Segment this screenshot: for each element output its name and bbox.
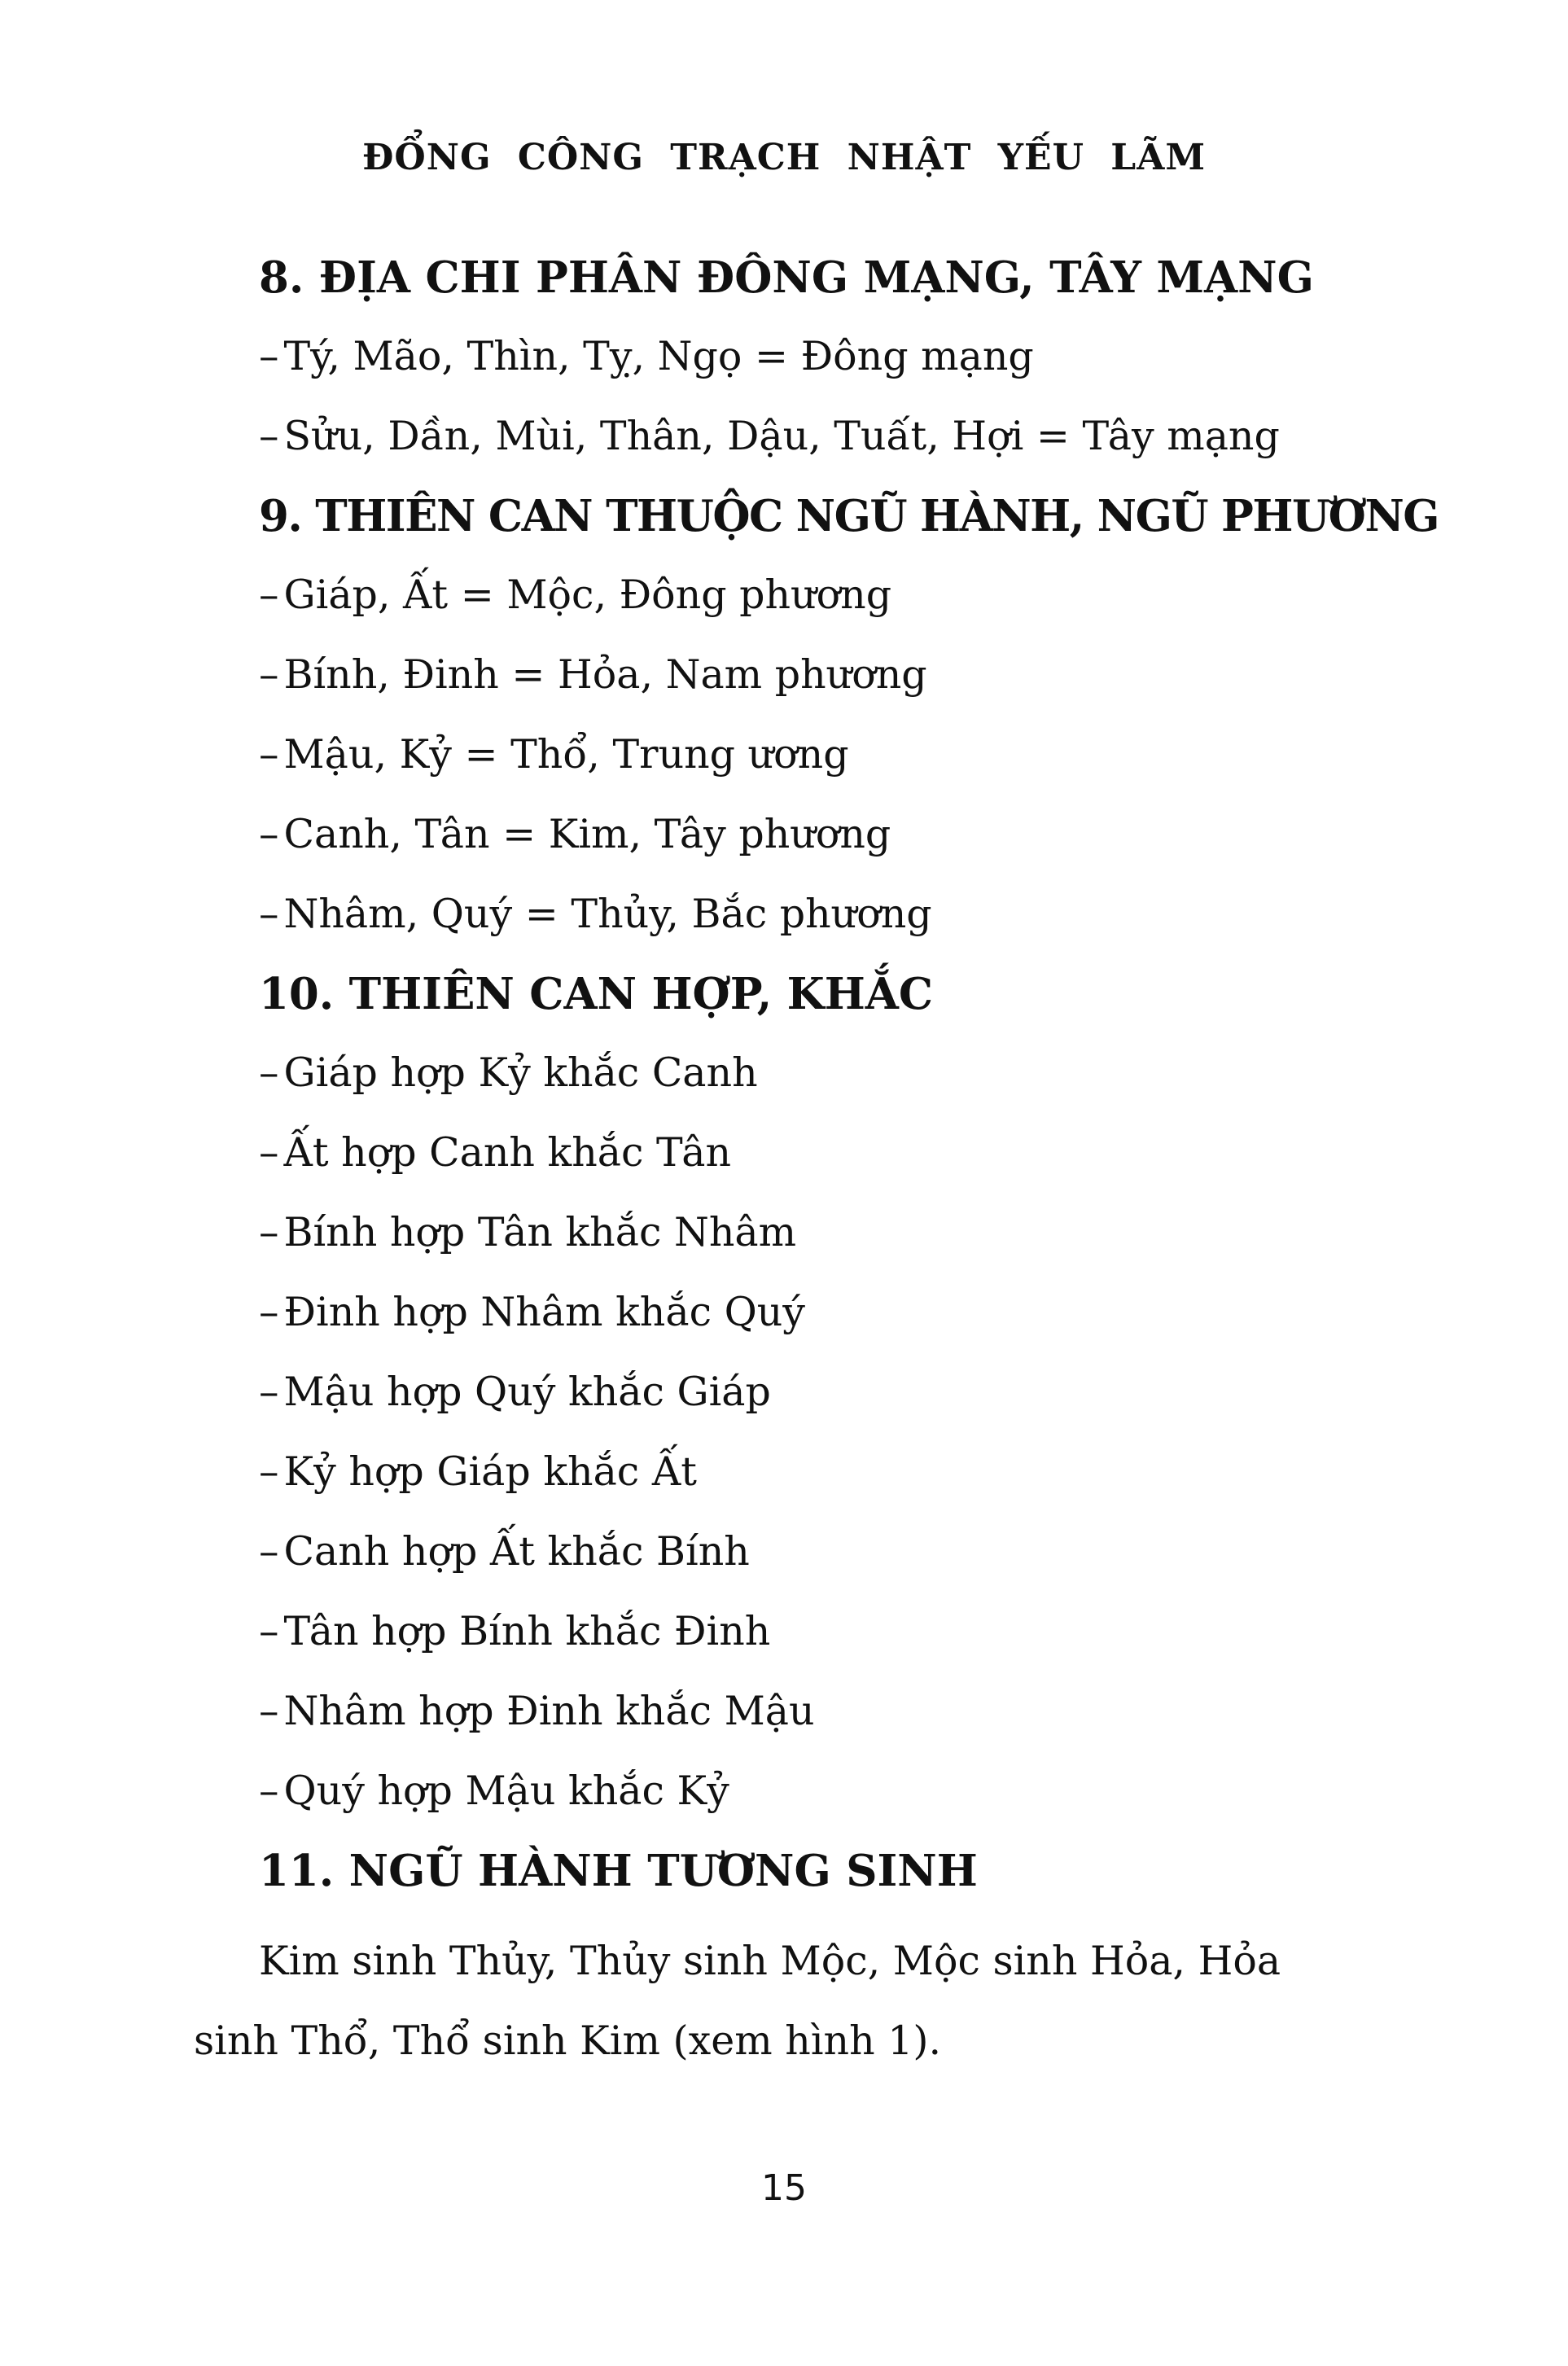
list-item: [259, 726, 1350, 783]
list-dash: –: [259, 1608, 279, 1654]
list-item-text: Đinh hợp Nhâm khắc Quý: [283, 1289, 805, 1335]
section-heading: 11. NGŨ HÀNH TƯƠNG SINH: [259, 1846, 978, 1896]
section-8: [259, 249, 1350, 465]
list-dash: –: [259, 413, 279, 459]
item-list: [259, 567, 1350, 943]
list-dash: –: [259, 731, 279, 778]
list-item-text: Bính, Đinh = Hỏa, Nam phương: [283, 651, 927, 698]
list-item: [259, 1683, 1350, 1740]
list-item: [259, 886, 1350, 943]
list-dash: –: [259, 1528, 279, 1575]
list-item: [259, 1045, 1350, 1102]
list-item-text: Quý hợp Mậu khắc Kỷ: [283, 1768, 729, 1814]
list-item-text: Kỷ hợp Giáp khắc Ất: [283, 1448, 697, 1495]
list-item-text: Giáp, Ất = Mộc, Đông phương: [283, 572, 892, 618]
list-item: [259, 567, 1350, 624]
list-dash: –: [259, 1209, 279, 1255]
list-item: [259, 646, 1350, 703]
list-dash: –: [259, 1129, 279, 1176]
page-content: [194, 249, 1439, 2099]
list-item: [259, 408, 1350, 465]
section-heading: 10. THIÊN CAN HỢP, KHẮC: [259, 969, 934, 1019]
list-dash: –: [259, 333, 279, 379]
body-paragraph: Kim sinh Thủy, Thủy sinh Mộc, Mộc sinh Hỏa, Hỏa sinh Thổ, Thổ sinh Kim (xem hình 1).: [194, 1938, 1281, 2064]
list-item-text: Ất hợp Canh khắc Tân: [283, 1129, 732, 1176]
list-item-text: Giáp hợp Kỷ khắc Canh: [283, 1049, 758, 1096]
list-item-text: Mậu hợp Quý khắc Giáp: [283, 1369, 771, 1415]
list-dash: –: [259, 651, 279, 698]
section-heading: 9. THIÊN CAN THUỘC NGŨ HÀNH, NGŨ PHƯƠNG: [259, 491, 1439, 541]
list-item: [259, 1204, 1350, 1261]
list-item: [259, 806, 1350, 863]
list-item: [259, 1364, 1350, 1421]
section-10: [259, 966, 1350, 1820]
item-list: [259, 1045, 1350, 1820]
list-item-text: Tý, Mão, Thìn, Tỵ, Ngọ = Đông mạng: [283, 333, 1034, 379]
running-header: ĐỔNG CÔNG TRẠCH NHẬT YẾU LÃM: [361, 137, 1207, 178]
list-dash: –: [259, 891, 279, 937]
list-dash: –: [259, 1448, 279, 1495]
list-item-text: Mậu, Kỷ = Thổ, Trung ương: [283, 731, 849, 778]
list-item: [259, 1603, 1350, 1660]
list-item-text: Canh hợp Ất khắc Bính: [283, 1528, 750, 1575]
list-dash: –: [259, 572, 279, 618]
list-dash: –: [259, 1768, 279, 1814]
list-item-text: Nhâm hợp Đinh khắc Mậu: [283, 1688, 815, 1734]
list-item: [259, 1124, 1350, 1181]
list-item-text: Sửu, Dần, Mùi, Thân, Dậu, Tuất, Hợi = Tây mạng: [283, 413, 1280, 459]
list-dash: –: [259, 1049, 279, 1096]
list-item: [259, 328, 1350, 385]
list-dash: –: [259, 1369, 279, 1415]
list-item: [259, 1444, 1350, 1501]
list-item: [259, 1763, 1350, 1820]
list-item-text: Tân hợp Bính khắc Đinh: [283, 1608, 771, 1654]
item-list: [259, 328, 1350, 465]
list-dash: –: [259, 811, 279, 857]
list-item-text: Canh, Tân = Kim, Tây phương: [283, 811, 891, 857]
list-item: [259, 1523, 1350, 1580]
list-item-text: Bính hợp Tân khắc Nhâm: [283, 1209, 797, 1255]
list-dash: –: [259, 1289, 279, 1335]
list-dash: –: [259, 1688, 279, 1734]
section-11: [194, 1842, 1350, 2081]
section-heading: 8. ĐỊA CHI PHÂN ĐÔNG MẠNG, TÂY MẠNG: [259, 252, 1314, 303]
list-item-text: Nhâm, Quý = Thủy, Bắc phương: [283, 891, 932, 937]
section-9: [259, 488, 1439, 943]
page-number: 15: [761, 2167, 807, 2209]
list-item: [259, 1284, 1350, 1341]
